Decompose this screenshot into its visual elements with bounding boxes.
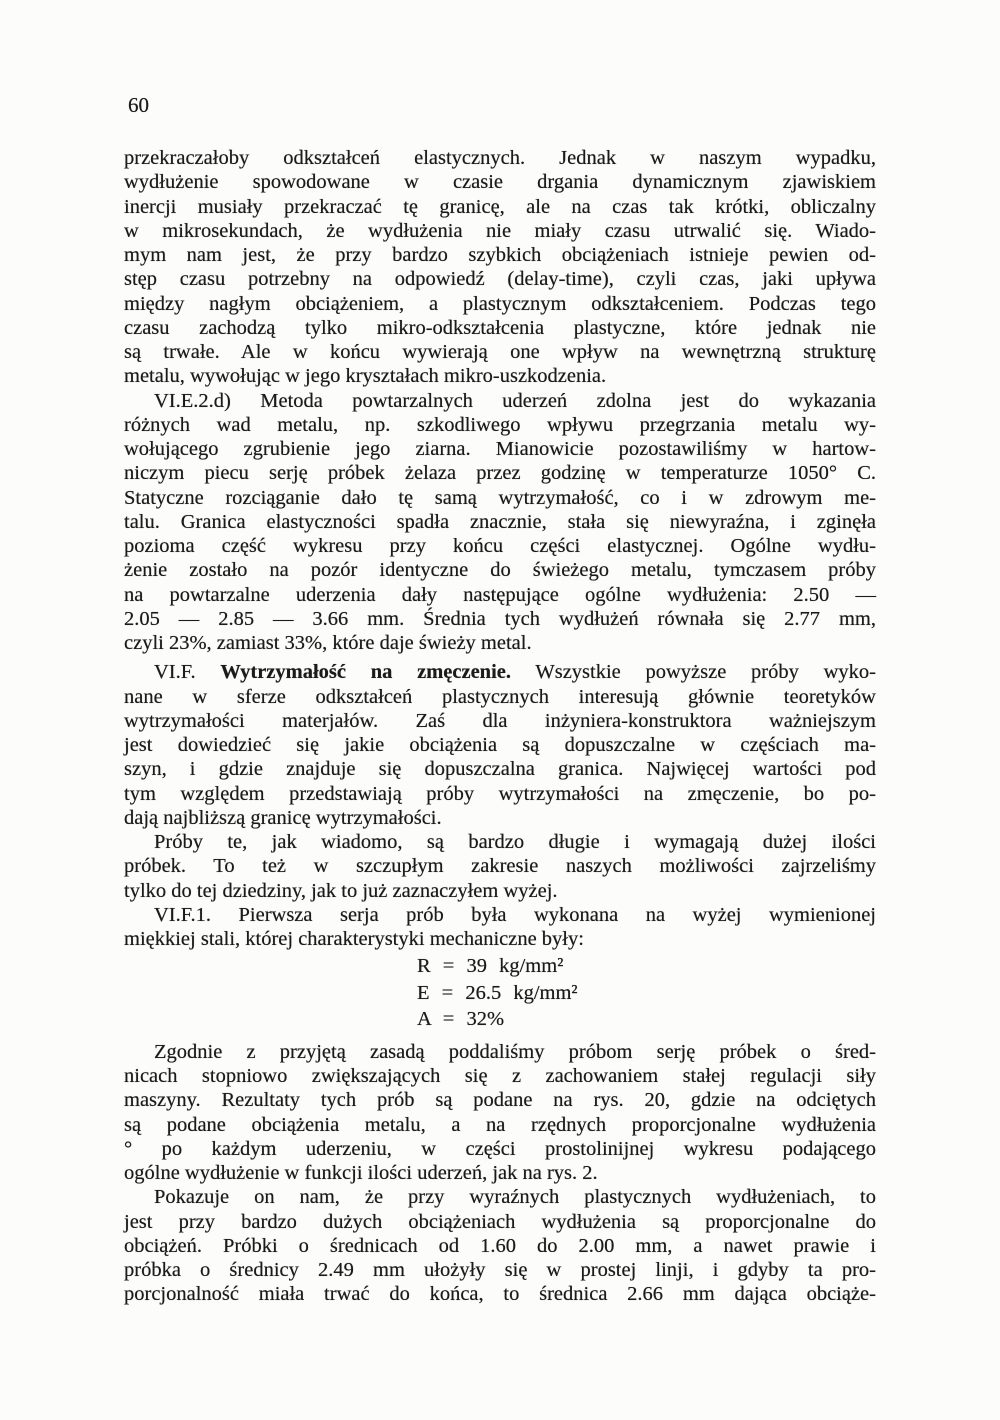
text-line	[124, 660, 876, 684]
paragraph	[124, 830, 876, 903]
paragraph	[124, 660, 876, 830]
text-line: Zgodnie z przyjętą zasadą poddaliśmy próbom serję próbek o śred-	[154, 1040, 876, 1063]
text-line: w mikrosekundach, że wydłużenia nie miały czasu utrwalić się. Wiado-	[124, 219, 876, 242]
text-line: są trwałe. Ale w końcu wywierają one wpływ na wewnętrzną strukturę	[124, 341, 876, 363]
text-line: między nagłym obciążeniem, a plastycznym odkształceniem. Podczas tego	[124, 292, 876, 315]
text-block	[124, 146, 876, 1307]
text-line: Próby te, jak wiadomo, są bardzo długie i wymagają dużej ilości	[154, 831, 876, 853]
text-line: wydłużenie spowodowane w czasie drgania dynamicznym zjawiskiem	[124, 171, 876, 194]
text-line: wołującego zgrubienie jego ziarna. Mianowicie pozostawiliśmy w hartow-	[124, 438, 876, 460]
page-number: 60	[128, 93, 149, 117]
text-line: czyli 23%, zamiast 33%, które daje świeży metal.	[124, 632, 532, 654]
text-line: żenie zostało na pozór identyczne do świeżego metalu, tymczasem próby	[124, 559, 876, 582]
text-line: VI.F.1. Pierwsza serja prób była wykonana na wyżej wymienionej	[154, 903, 876, 926]
text-line: metalu, wywołując w jego kryształach mikro-uszkodzenia.	[124, 365, 607, 388]
text-line: nane w sferze odkształceń plastycznych interesują głównie teoretyków	[124, 685, 876, 708]
text-line: tym względem przedstawiają próby wytrzymałości na zmęczenie, bo po-	[124, 782, 876, 805]
text-line: ogólne wydłużenie w funkcji ilości uderzeń, jak na rys. 2.	[124, 1162, 598, 1184]
text-line: 2.05 — 2.85 — 3.66 mm. Średnia tych wydłużeń równała się 2.77 mm,	[124, 607, 876, 630]
text-line: talu. Granica elastyczności spadła znacznie, stała się niewyraźna, i zginęła	[124, 510, 876, 533]
paragraph	[124, 389, 876, 656]
text-line: przekraczałoby odkształceń elastycznych. Jednak w naszym wypadku,	[124, 147, 876, 169]
text-line: stęp czasu potrzebny na odpowiedź (delay-time), czyli czas, jaki upływa	[124, 268, 876, 291]
text-line: różnych wad metalu, np. szkodliwego wpływu przegrzania metalu wy-	[124, 413, 876, 436]
text-line: jest przy bardzo dużych obciążeniach wydłużenia są proporcjonalne do	[124, 1210, 876, 1233]
paragraph	[124, 1185, 876, 1306]
text-line: tylko do tej dziedziny, jak to już zaznaczyłem wyżej.	[124, 879, 558, 902]
formula-line: A = 32%	[417, 1008, 505, 1031]
text-line: na powtarzalne uderzenia dały następujące ogólne wydłużenia: 2.50 —	[124, 583, 876, 606]
text-line: porcjonalność miała trwać do końca, to średnica 2.66 mm dająca obciąże-	[124, 1283, 876, 1306]
text-line: niczym piecu serję próbek żelaza przez godzinę w temperaturze 1050° C.	[124, 462, 876, 485]
formula-line: R = 39 kg/mm²	[417, 955, 564, 978]
formula-line: E = 26.5 kg/mm²	[417, 981, 578, 1004]
text-line: ° po każdym uderzeniu, w części prostolinijnej wykresu podającego	[124, 1137, 876, 1160]
text-line: wytrzymałości materjałów. Zaś dla inżyniera-konstruktora ważniejszym	[124, 709, 876, 732]
text-segment: Wszystkie powyższe próby wyko-	[511, 661, 876, 684]
paragraph	[124, 146, 876, 389]
text-line: inercji musiały przekraczać tę granicę, ale na czas tak krótki, obliczalny	[124, 195, 876, 218]
text-line: maszyny. Rezultaty tych prób są podane na rys. 20, gdzie na odciętych	[124, 1089, 876, 1112]
text-line: jest dowiedzieć się jakie obciążenia są dopuszczalne w częściach ma-	[124, 734, 876, 756]
section-heading-bold: Wytrzymałość na zmęczenie.	[220, 661, 511, 684]
text-line: dają najbliższą granicę wytrzymałości.	[124, 806, 442, 829]
text-line: próbek. To też w szczupłym zakresie naszych możliwości zajrzeliśmy	[124, 855, 876, 878]
paragraph	[124, 903, 876, 952]
text-line: próbka o średnicy 2.49 mm ułożyły się w prostej linji, i gdyby ta pro-	[124, 1259, 876, 1281]
formula-block	[417, 953, 876, 1033]
text-line: są podane obciążenia metalu, a na rzędnych proporcjonalne wydłużenia	[124, 1113, 876, 1136]
text-line: czasu zachodzą tylko mikro-odkształcenia plastyczne, które jednak nie	[124, 316, 876, 339]
text-line: mym nam jest, że przy bardzo szybkich obciążeniach istnieje pewien od-	[124, 244, 876, 266]
text-line: Statyczne rozciąganie dało tę samą wytrzymałość, co i w zdrowym me-	[124, 486, 876, 509]
paragraph	[124, 1040, 876, 1186]
text-line: Pokazuje on nam, że przy wyraźnych plastycznych wydłużeniach, to	[154, 1186, 876, 1209]
text-line: obciążeń. Próbki o średnicach od 1.60 do 2.00 mm, a nawet prawie i	[124, 1234, 876, 1257]
text-segment: VI.F.	[154, 661, 221, 684]
text-line: VI.E.2.d) Metoda powtarzalnych uderzeń zdolna jest do wykazania	[154, 389, 876, 412]
text-line: pozioma część wykresu przy końcu części elastycznej. Ogólne wydłu-	[124, 535, 876, 557]
text-line: nicach stopniowo zwiększających się z zachowaniem stałej regulacji siły	[124, 1065, 876, 1087]
text-line: miękkiej stali, której charakterystyki mechaniczne były:	[124, 928, 584, 950]
text-line: szyn, i gdzie znajduje się dopuszczalna granica. Najwięcej wartości pod	[124, 758, 876, 781]
